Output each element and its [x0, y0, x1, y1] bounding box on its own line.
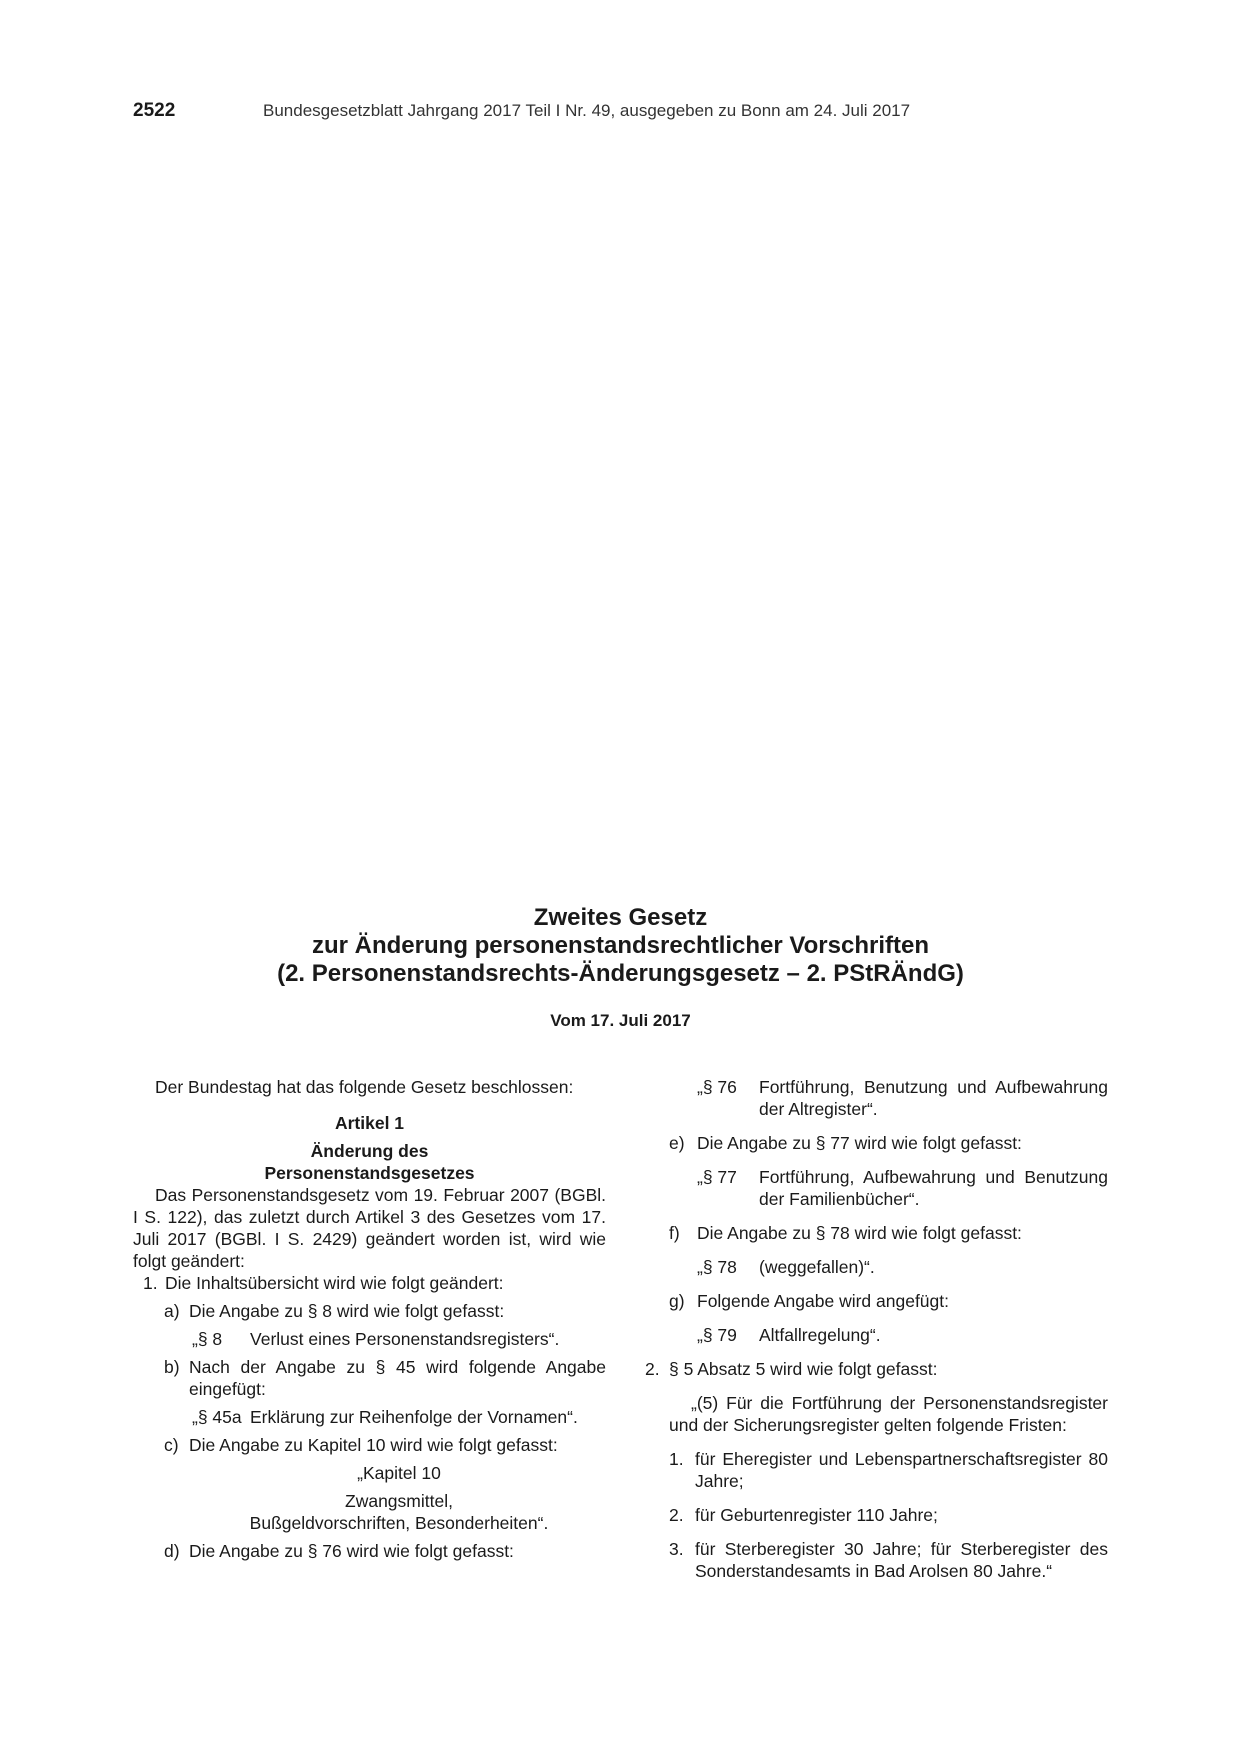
fristen-item — [669, 1538, 1108, 1582]
entry-paragraph: „§ 78 — [697, 1257, 737, 1277]
entry-d — [697, 1076, 1108, 1120]
intro-paragraph: Der Bundestag hat das folgende Gesetz beschlossen: — [155, 1077, 574, 1097]
sub-item-label: e) — [669, 1133, 685, 1153]
article-heading: Artikel 1 — [334, 1113, 405, 1133]
article-subtitle-2: Personenstandsgesetzes — [264, 1163, 475, 1183]
sub-item-c — [164, 1434, 606, 1456]
entry-g — [697, 1324, 1108, 1346]
entry-f — [697, 1256, 1108, 1278]
sub-item-text: Die Angabe zu § 8 wird wie folgt gefasst: — [189, 1301, 505, 1321]
absatz-5-text: „(5) Für die Fortführung der Personenstandsregister und der Sicherungsregister gelten folgende Fristen: — [669, 1393, 1108, 1435]
sub-item-label: a) — [164, 1301, 180, 1321]
sub-item-text: Nach der Angabe zu § 45 wird folgende Angabe eingefügt: — [189, 1357, 606, 1399]
entry-text: Erklärung zur Reihenfolge der Vornamen“. — [250, 1407, 578, 1427]
sub-item-label: g) — [669, 1291, 685, 1311]
entry-e — [697, 1166, 1108, 1210]
sub-item-text: Folgende Angabe wird angefügt: — [697, 1291, 949, 1311]
list-item-2 — [645, 1358, 1108, 1380]
entry-text: Altfallregelung“. — [759, 1325, 881, 1345]
kapitel-heading: „Kapitel 10 — [357, 1463, 441, 1483]
sub-item-text: Die Angabe zu Kapitel 10 wird wie folgt gefasst: — [189, 1435, 558, 1455]
article-subtitle-1: Änderung des — [310, 1141, 429, 1161]
fristen-text: für Sterberegister 30 Jahre; für Sterberegister des Sonderstandesamts in Bad Arolsen 80 Jahre.“ — [695, 1539, 1108, 1581]
list-item-1 — [143, 1272, 606, 1294]
running-title: Bundesgesetzblatt Jahrgang 2017 Teil I Nr. 49, ausgegeben zu Bonn am 24. Juli 2017 — [263, 101, 911, 120]
list-item-label: 1. — [143, 1273, 158, 1293]
sub-item-f — [669, 1222, 1108, 1244]
fristen-text: für Geburtenregister 110 Jahre; — [695, 1505, 938, 1525]
entry-text: Fortführung, Benutzung und Aufbewahrung der Altregister“. — [759, 1077, 1108, 1119]
entry-paragraph: „§ 8 — [192, 1329, 223, 1349]
title-line-1: Zweites Gesetz — [533, 904, 708, 931]
fristen-label: 1. — [669, 1449, 684, 1469]
entry-b — [192, 1406, 606, 1428]
sub-item-text: Die Angabe zu § 77 wird wie folgt gefasst: — [697, 1133, 1022, 1153]
kapitel-title-1: Zwangsmittel, — [345, 1491, 453, 1511]
entry-paragraph: „§ 76 — [697, 1077, 737, 1097]
sub-item-text: Die Angabe zu § 78 wird wie folgt gefasst: — [697, 1223, 1022, 1243]
entry-text: Verlust eines Personenstandsregisters“. — [250, 1329, 560, 1349]
title-line-2: zur Änderung personenstandsrechtlicher Vorschriften — [311, 932, 929, 959]
fristen-text: für Eheregister und Lebenspartnerschaftsregister 80 Jahre; — [695, 1449, 1108, 1491]
law-title — [0, 904, 1241, 988]
sub-item-g — [669, 1290, 1108, 1312]
entry-paragraph: „§ 79 — [697, 1325, 737, 1345]
entry-paragraph: „§ 77 — [697, 1167, 737, 1187]
law-date: Vom 17. Juli 2017 — [550, 1011, 691, 1030]
left-column — [133, 1076, 606, 1562]
title-line-3: (2. Personenstandsrechts-Änderungsgesetz – 2. PStRÄndG) — [277, 960, 964, 987]
kapitel-title-2: Bußgeldvorschriften, Besonderheiten“. — [249, 1513, 549, 1533]
fristen-label: 3. — [669, 1539, 684, 1559]
sub-item-b — [164, 1356, 606, 1400]
sub-item-label: d) — [164, 1541, 180, 1561]
sub-item-label: f) — [669, 1223, 680, 1243]
sub-item-label: c) — [164, 1435, 179, 1455]
entry-text: Fortführung, Aufbewahrung und Benutzung der Familienbücher“. — [759, 1167, 1108, 1209]
page-number: 2522 — [133, 100, 176, 121]
fristen-item — [669, 1448, 1108, 1492]
sub-item-label: b) — [164, 1357, 180, 1377]
sub-item-text: Die Angabe zu § 76 wird wie folgt gefasst: — [189, 1541, 514, 1561]
fristen-label: 2. — [669, 1505, 684, 1525]
entry-paragraph: „§ 45a — [192, 1407, 242, 1427]
article-body: Das Personenstandsgesetz vom 19. Februar 2007 (BGBl. I S. 122), das zuletzt durch Artikel 3 des Gesetzes vom 17. Juli 2017 (BGBl. I S. 2429) geändert worden ist, wird wie folgt geändert: — [133, 1185, 606, 1271]
sub-item-a — [164, 1300, 606, 1322]
list-item-label: 2. — [645, 1359, 660, 1379]
entry-text: (weggefallen)“. — [759, 1257, 875, 1277]
entry-a — [192, 1328, 606, 1350]
list-item-text: Die Inhaltsübersicht wird wie folgt geändert: — [165, 1273, 504, 1293]
right-column — [645, 1076, 1108, 1582]
fristen-item — [669, 1504, 1108, 1526]
sub-item-d — [164, 1540, 606, 1562]
sub-item-e — [669, 1132, 1108, 1154]
list-item-text: § 5 Absatz 5 wird wie folgt gefasst: — [669, 1359, 938, 1379]
